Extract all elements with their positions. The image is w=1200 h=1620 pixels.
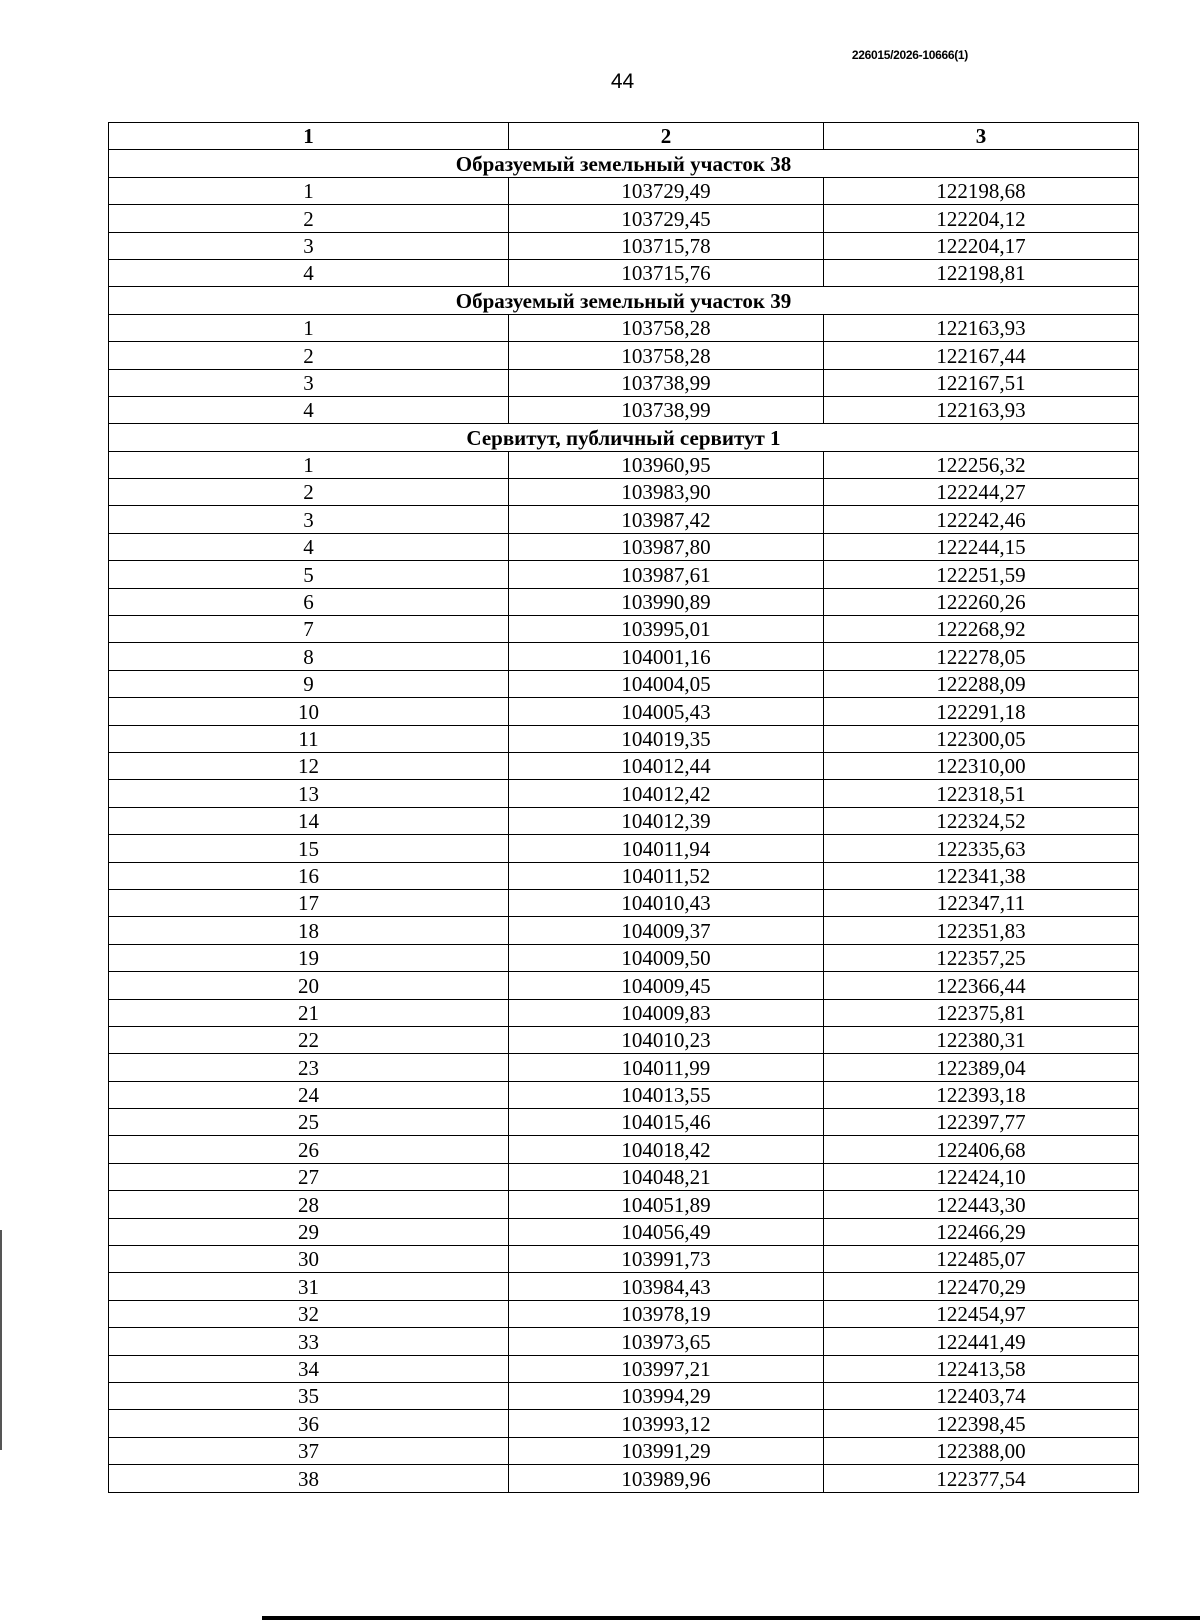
coordinates-table xyxy=(108,122,1139,1493)
table-row xyxy=(109,1026,1139,1053)
y-coordinate-cell: 122424,10 xyxy=(824,1163,1139,1190)
y-coordinate-cell: 122163,93 xyxy=(824,314,1139,341)
x-coordinate-cell: 103715,78 xyxy=(509,232,824,259)
column-header-2: 2 xyxy=(509,123,824,150)
point-number-cell: 36 xyxy=(109,1410,509,1437)
section-title: Образуемый земельный участок 39 xyxy=(109,287,1139,314)
point-number-cell: 16 xyxy=(109,862,509,889)
table-row xyxy=(109,232,1139,259)
point-number-cell: 9 xyxy=(109,670,509,697)
table-row xyxy=(109,1109,1139,1136)
table-row xyxy=(109,506,1139,533)
point-number-cell: 3 xyxy=(109,232,509,259)
y-coordinate-cell: 122167,44 xyxy=(824,342,1139,369)
table-row xyxy=(109,1410,1139,1437)
point-number-cell: 14 xyxy=(109,807,509,834)
x-coordinate-cell: 103715,76 xyxy=(509,259,824,286)
y-coordinate-cell: 122278,05 xyxy=(824,643,1139,670)
point-number-cell: 25 xyxy=(109,1109,509,1136)
x-coordinate-cell: 103729,45 xyxy=(509,205,824,232)
point-number-cell: 5 xyxy=(109,561,509,588)
y-coordinate-cell: 122260,26 xyxy=(824,588,1139,615)
point-number-cell: 4 xyxy=(109,259,509,286)
x-coordinate-cell: 103995,01 xyxy=(509,616,824,643)
table-row xyxy=(109,451,1139,478)
column-header-3: 3 xyxy=(824,123,1139,150)
y-coordinate-cell: 122375,81 xyxy=(824,999,1139,1026)
x-coordinate-cell: 103758,28 xyxy=(509,314,824,341)
table-row xyxy=(109,944,1139,971)
x-coordinate-cell: 104005,43 xyxy=(509,698,824,725)
y-coordinate-cell: 122443,30 xyxy=(824,1191,1139,1218)
table-row xyxy=(109,1163,1139,1190)
y-coordinate-cell: 122198,68 xyxy=(824,177,1139,204)
x-coordinate-cell: 104013,55 xyxy=(509,1081,824,1108)
x-coordinate-cell: 104011,94 xyxy=(509,835,824,862)
y-coordinate-cell: 122377,54 xyxy=(824,1465,1139,1492)
x-coordinate-cell: 103758,28 xyxy=(509,342,824,369)
x-coordinate-cell: 103738,99 xyxy=(509,369,824,396)
table-header-row xyxy=(109,123,1139,150)
table-row xyxy=(109,259,1139,286)
x-coordinate-cell: 104015,46 xyxy=(509,1109,824,1136)
x-coordinate-cell: 104056,49 xyxy=(509,1218,824,1245)
point-number-cell: 18 xyxy=(109,917,509,944)
point-number-cell: 1 xyxy=(109,451,509,478)
y-coordinate-cell: 122403,74 xyxy=(824,1382,1139,1409)
table-row xyxy=(109,1246,1139,1273)
y-coordinate-cell: 122251,59 xyxy=(824,561,1139,588)
x-coordinate-cell: 103973,65 xyxy=(509,1328,824,1355)
table-row xyxy=(109,835,1139,862)
x-coordinate-cell: 103978,19 xyxy=(509,1300,824,1327)
point-number-cell: 28 xyxy=(109,1191,509,1218)
table-row xyxy=(109,1054,1139,1081)
table-row xyxy=(109,479,1139,506)
point-number-cell: 7 xyxy=(109,616,509,643)
page-number: 44 xyxy=(610,70,635,93)
y-coordinate-cell: 122366,44 xyxy=(824,972,1139,999)
point-number-cell: 4 xyxy=(109,533,509,560)
table-row xyxy=(109,752,1139,779)
y-coordinate-cell: 122167,51 xyxy=(824,369,1139,396)
point-number-cell: 10 xyxy=(109,698,509,725)
point-number-cell: 23 xyxy=(109,1054,509,1081)
x-coordinate-cell: 104011,99 xyxy=(509,1054,824,1081)
x-coordinate-cell: 103960,95 xyxy=(509,451,824,478)
y-coordinate-cell: 122204,12 xyxy=(824,205,1139,232)
table-row xyxy=(109,177,1139,204)
y-coordinate-cell: 122393,18 xyxy=(824,1081,1139,1108)
point-number-cell: 24 xyxy=(109,1081,509,1108)
table-row xyxy=(109,999,1139,1026)
section-header-row xyxy=(109,424,1139,451)
table-row xyxy=(109,917,1139,944)
y-coordinate-cell: 122347,11 xyxy=(824,889,1139,916)
x-coordinate-cell: 103993,12 xyxy=(509,1410,824,1437)
table-row xyxy=(109,670,1139,697)
x-coordinate-cell: 104010,43 xyxy=(509,889,824,916)
x-coordinate-cell: 104012,39 xyxy=(509,807,824,834)
point-number-cell: 37 xyxy=(109,1437,509,1464)
y-coordinate-cell: 122388,00 xyxy=(824,1437,1139,1464)
point-number-cell: 33 xyxy=(109,1328,509,1355)
table-body xyxy=(109,150,1139,1492)
y-coordinate-cell: 122441,49 xyxy=(824,1328,1139,1355)
y-coordinate-cell: 122300,05 xyxy=(824,725,1139,752)
point-number-cell: 22 xyxy=(109,1026,509,1053)
point-number-cell: 20 xyxy=(109,972,509,999)
document-reference-number: 226015/2026-10666(1) xyxy=(851,48,968,62)
x-coordinate-cell: 103729,49 xyxy=(509,177,824,204)
y-coordinate-cell: 122341,38 xyxy=(824,862,1139,889)
y-coordinate-cell: 122380,31 xyxy=(824,1026,1139,1053)
column-header-1: 1 xyxy=(109,123,509,150)
table-row xyxy=(109,889,1139,916)
x-coordinate-cell: 104012,44 xyxy=(509,752,824,779)
x-coordinate-cell: 104012,42 xyxy=(509,780,824,807)
point-number-cell: 35 xyxy=(109,1382,509,1409)
y-coordinate-cell: 122268,92 xyxy=(824,616,1139,643)
point-number-cell: 29 xyxy=(109,1218,509,1245)
point-number-cell: 2 xyxy=(109,342,509,369)
table-row xyxy=(109,314,1139,341)
point-number-cell: 1 xyxy=(109,314,509,341)
table-row xyxy=(109,588,1139,615)
y-coordinate-cell: 122318,51 xyxy=(824,780,1139,807)
x-coordinate-cell: 104009,50 xyxy=(509,944,824,971)
table-row xyxy=(109,616,1139,643)
y-coordinate-cell: 122398,45 xyxy=(824,1410,1139,1437)
point-number-cell: 13 xyxy=(109,780,509,807)
table-row xyxy=(109,1136,1139,1163)
y-coordinate-cell: 122397,77 xyxy=(824,1109,1139,1136)
point-number-cell: 19 xyxy=(109,944,509,971)
table-row xyxy=(109,643,1139,670)
table-row xyxy=(109,1355,1139,1382)
y-coordinate-cell: 122310,00 xyxy=(824,752,1139,779)
table-row xyxy=(109,780,1139,807)
table-row xyxy=(109,698,1139,725)
x-coordinate-cell: 104009,83 xyxy=(509,999,824,1026)
point-number-cell: 38 xyxy=(109,1465,509,1492)
x-coordinate-cell: 103991,73 xyxy=(509,1246,824,1273)
y-coordinate-cell: 122470,29 xyxy=(824,1273,1139,1300)
x-coordinate-cell: 103991,29 xyxy=(509,1437,824,1464)
point-number-cell: 6 xyxy=(109,588,509,615)
y-coordinate-cell: 122389,04 xyxy=(824,1054,1139,1081)
x-coordinate-cell: 103990,89 xyxy=(509,588,824,615)
point-number-cell: 34 xyxy=(109,1355,509,1382)
scan-edge-mark xyxy=(0,1230,2,1450)
table-row xyxy=(109,1300,1139,1327)
x-coordinate-cell: 104051,89 xyxy=(509,1191,824,1218)
table-row xyxy=(109,1328,1139,1355)
y-coordinate-cell: 122291,18 xyxy=(824,698,1139,725)
point-number-cell: 17 xyxy=(109,889,509,916)
y-coordinate-cell: 122485,07 xyxy=(824,1246,1139,1273)
y-coordinate-cell: 122335,63 xyxy=(824,835,1139,862)
y-coordinate-cell: 122357,25 xyxy=(824,944,1139,971)
point-number-cell: 3 xyxy=(109,369,509,396)
table-row xyxy=(109,1191,1139,1218)
y-coordinate-cell: 122288,09 xyxy=(824,670,1139,697)
table-row xyxy=(109,342,1139,369)
table-row xyxy=(109,972,1139,999)
x-coordinate-cell: 103984,43 xyxy=(509,1273,824,1300)
x-coordinate-cell: 104048,21 xyxy=(509,1163,824,1190)
x-coordinate-cell: 104010,23 xyxy=(509,1026,824,1053)
section-title: Образуемый земельный участок 38 xyxy=(109,150,1139,177)
y-coordinate-cell: 122242,46 xyxy=(824,506,1139,533)
y-coordinate-cell: 122454,97 xyxy=(824,1300,1139,1327)
table-row xyxy=(109,1081,1139,1108)
table-row xyxy=(109,369,1139,396)
point-number-cell: 3 xyxy=(109,506,509,533)
y-coordinate-cell: 122163,93 xyxy=(824,396,1139,423)
table-row xyxy=(109,725,1139,752)
y-coordinate-cell: 122256,32 xyxy=(824,451,1139,478)
point-number-cell: 2 xyxy=(109,205,509,232)
table-row xyxy=(109,1273,1139,1300)
x-coordinate-cell: 104009,45 xyxy=(509,972,824,999)
point-number-cell: 26 xyxy=(109,1136,509,1163)
x-coordinate-cell: 104004,05 xyxy=(509,670,824,697)
point-number-cell: 2 xyxy=(109,479,509,506)
y-coordinate-cell: 122204,17 xyxy=(824,232,1139,259)
x-coordinate-cell: 104009,37 xyxy=(509,917,824,944)
table-row xyxy=(109,862,1139,889)
x-coordinate-cell: 104019,35 xyxy=(509,725,824,752)
point-number-cell: 12 xyxy=(109,752,509,779)
x-coordinate-cell: 104011,52 xyxy=(509,862,824,889)
point-number-cell: 1 xyxy=(109,177,509,204)
point-number-cell: 4 xyxy=(109,396,509,423)
x-coordinate-cell: 104001,16 xyxy=(509,643,824,670)
table-row xyxy=(109,1218,1139,1245)
point-number-cell: 11 xyxy=(109,725,509,752)
point-number-cell: 32 xyxy=(109,1300,509,1327)
table-row xyxy=(109,205,1139,232)
y-coordinate-cell: 122244,27 xyxy=(824,479,1139,506)
table-row xyxy=(109,533,1139,560)
point-number-cell: 15 xyxy=(109,835,509,862)
table-row xyxy=(109,807,1139,834)
point-number-cell: 31 xyxy=(109,1273,509,1300)
table-row xyxy=(109,396,1139,423)
y-coordinate-cell: 122413,58 xyxy=(824,1355,1139,1382)
table-row xyxy=(109,1382,1139,1409)
y-coordinate-cell: 122466,29 xyxy=(824,1218,1139,1245)
x-coordinate-cell: 103738,99 xyxy=(509,396,824,423)
x-coordinate-cell: 103994,29 xyxy=(509,1382,824,1409)
x-coordinate-cell: 103987,42 xyxy=(509,506,824,533)
y-coordinate-cell: 122244,15 xyxy=(824,533,1139,560)
y-coordinate-cell: 122351,83 xyxy=(824,917,1139,944)
scan-edge-line xyxy=(262,1616,1200,1620)
section-title: Сервитут, публичный сервитут 1 xyxy=(109,424,1139,451)
table-row xyxy=(109,561,1139,588)
table-row xyxy=(109,1465,1139,1492)
x-coordinate-cell: 104018,42 xyxy=(509,1136,824,1163)
y-coordinate-cell: 122324,52 xyxy=(824,807,1139,834)
x-coordinate-cell: 103997,21 xyxy=(509,1355,824,1382)
y-coordinate-cell: 122198,81 xyxy=(824,259,1139,286)
table-row xyxy=(109,1437,1139,1464)
x-coordinate-cell: 103983,90 xyxy=(509,479,824,506)
section-header-row xyxy=(109,287,1139,314)
y-coordinate-cell: 122406,68 xyxy=(824,1136,1139,1163)
x-coordinate-cell: 103989,96 xyxy=(509,1465,824,1492)
point-number-cell: 21 xyxy=(109,999,509,1026)
x-coordinate-cell: 103987,61 xyxy=(509,561,824,588)
x-coordinate-cell: 103987,80 xyxy=(509,533,824,560)
point-number-cell: 27 xyxy=(109,1163,509,1190)
section-header-row xyxy=(109,150,1139,177)
point-number-cell: 8 xyxy=(109,643,509,670)
point-number-cell: 30 xyxy=(109,1246,509,1273)
